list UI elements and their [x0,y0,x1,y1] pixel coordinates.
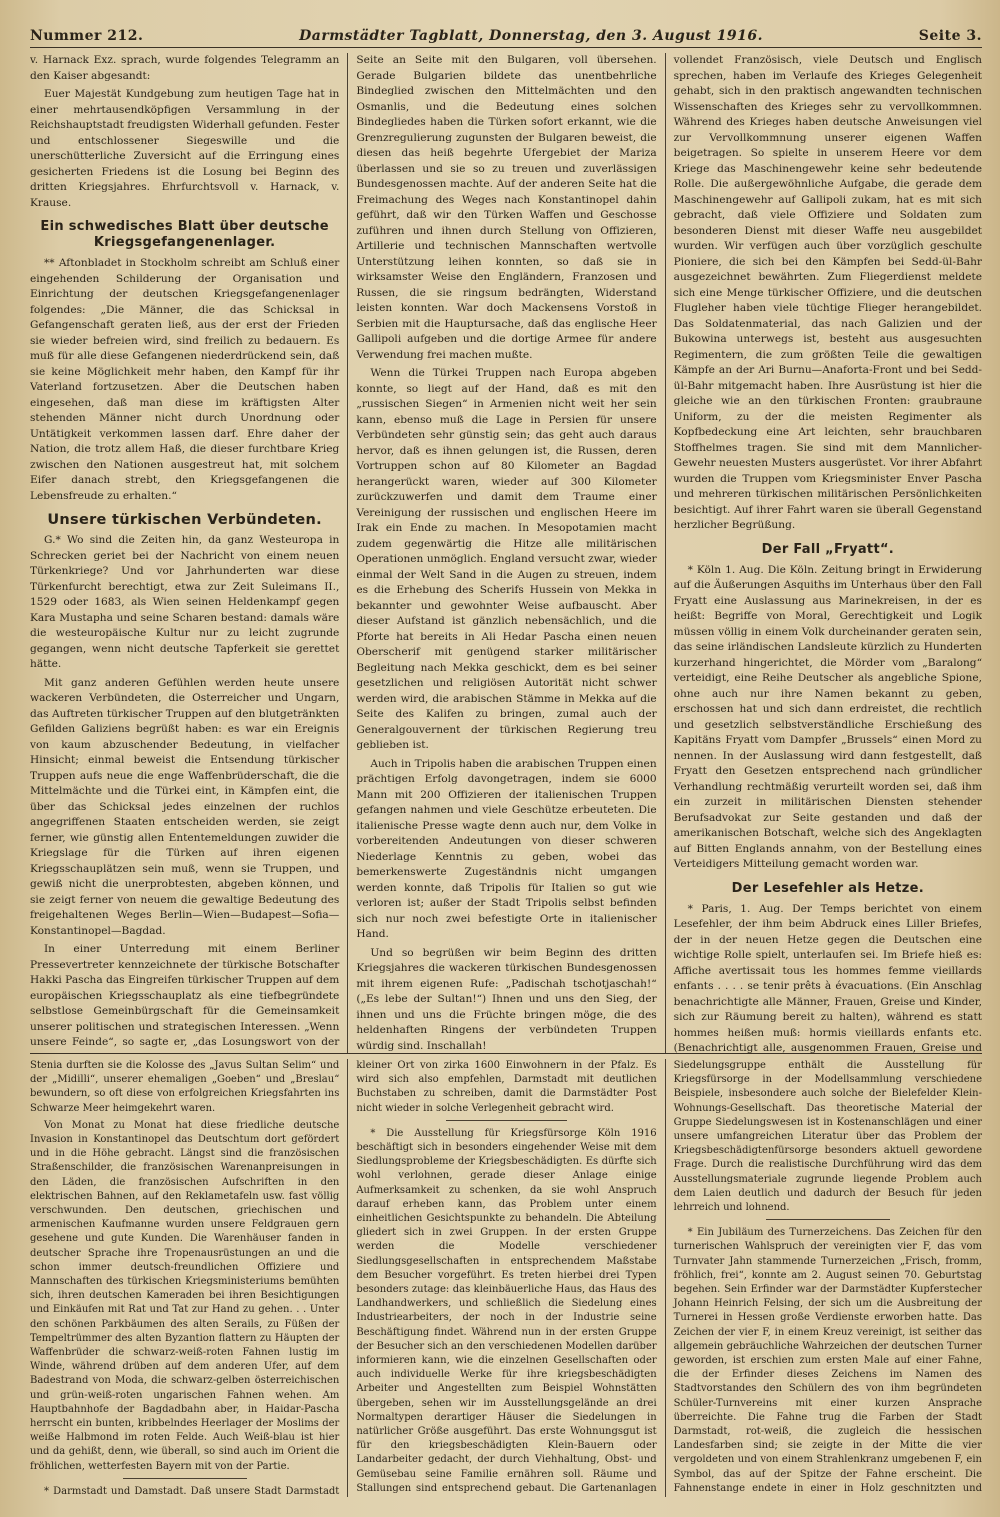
article-paragraph: * Köln 1. Aug. Die Köln. Zeitung bringt in Erwiderung auf die Äußerungen Asquiths im Unterhaus über den Fall Fryatt eine Auslassung aus Marinekreisen, in der es heißt: Begriffe von Moral, Gerechtigkeit und Logik müssen völlig in einem Volk durcheinander geraten sein, das seine irländischen Landsleute kürzlich zu Hunderten kurzerhand hingerichtet, die Mörder vom „Baralong“ verteidigt, eine Reihe Deutscher als angebliche Spione, ohne auch nur ihre Namen bekannt zu geben, erschossen hat und sich dann erdreistet, die rechtlich und gesetzlich selbstverständliche Erschießung des Kapitäns Fryatt vom Dampfer „Brussels“ einen Mord zu nennen. In der Auslassung wird dann festgestellt, daß Fryatt den Gesetzen entsprechend nach gründlicher Verhandlung rechtmäßig verurteilt worden sei, daß ihm ein zurzeit in militärischen Diensten stehender Berufsadvokat zur Seite gestanden und daß der amerikanischen Botschaft, welche sich des Angeklagten auf Bitten Englands annahm, von der Bestellung eines Verteidigers Mitteilung gemacht worden war. [673,563,982,870]
article-paragraph: Auch in Tripolis haben die arabischen Truppen einen prächtigen Erfolg davongetragen, indem sie 6000 Mann mit 200 Offizieren der italienischen Truppen gefangen nahmen und viele Geschütze erbeuteten. Die italienische Presse wagte denn auch nur, dem Volke in vorbereitenden Andeutungen von dieser schweren Niederlage Kenntnis zu geben, wobei das bemerkenswerte Zugeständnis nicht umgangen werden konnte, daß Tripolis für Italien so gut wie verloren ist; außer der Stadt Tripolis selbst befinden sich nur noch zwei befestigte Orte in italienischer Hand. [356,757,657,940]
article-paragraph: Siedelungsgruppe enthält die Ausstellung für Kriegsfürsorge in der Modellsammlung verschiedene Beispiele, insbesondere auch solche der Bielefelder Klein-Wohnungs-Gesellschaft. Das theoretische Material der Gruppe Siedelungswesen ist in Kostenanschlägen und einer unsere umfangreichen Literatur über das Problem der Kriegsbeschädigtenfürsorge besonders aktuell gewordene Frage. Durch die realistische Durchführung wird das dem Ausstellungsmateriale zugrunde liegende Problem auch dem Laien deutlich und dadurch der Besuch für jeden lehrreich und lohnend. [673,1060,982,1214]
article-paragraph: v. Harnack Exz. sprach, wurde folgendes Telegramm an den Kaiser abgesandt: [30,54,340,82]
lower-column-3 [665,1059,982,1497]
article-paragraph: kleiner Ort von zirka 1600 Einwohnern in der Pfalz. Es wird sich also empfehlen, Darmstadt mit deutlichen Buchstaben zu schreiben, damit die Darmstädter Post nicht wieder in solche Verlegenheit gebracht wird. [356,1060,657,1114]
article-paragraph: vollendet Französisch, viele Deutsch und Englisch sprechen, haben im Verlaufe des Krieges Gelegenheit gehabt, sich in den praktisch angewandten technischen Wissenschaften des Krieges sehr zu vervollkommnen. Während des Krieges haben deutsche Anweisungen viel zur Vervollkommnung unserer eigenen Waffen beigetragen. So spielte in unserem Heere vor dem Kriege das Maschinengewehr keine sehr bedeutende Rolle. Die außergewöhnliche Aufgabe, die gerade dem Maschinengewehr auf Gallipoli zukam, hat es mit sich gebracht, daß viele Offiziere und Soldaten zum besonderen Dienst mit dieser Waffe neu ausgebildet wurden. Wir verfügen auch über vorzüglich geschulte Pioniere, die sich bei den Kämpfen bei Sedd-ül-Bahr ausgezeichnet bewährten. Zum Fliegerdienst meldete sich eine Menge türkischer Offiziere, und die deutschen Flugleher haben viele tüchtige Flieger herangebildet. Das Soldatenmaterial, das nach Galizien und der Bukowina unterwegs ist, besteht aus ausgesuchten Regimentern, die zum größten Teile die gewaltigen Kämpfe an der Ari Burnu—Anaforta-Front und bei Sedd-ül-Bahr mitgemacht haben. Ihre Ausrüstung ist hier die gleiche wie an den türkischen Fronten: graubraune Uniform, zu der die meisten Regimenter als Kopfbedeckung eine Art leichten, sehr brauchbaren Stoffhelmes tragen. Sie sind mit dem Mannlicher-Gewehr neuesten Musters ausgerüstet. Vor ihrer Abfahrt wurden die Truppen vom Kriegsminister Enver Pascha und mehreren türkischen militärischen Persönlichkeiten besichtigt. Auf ihrer Fahrt waren sie überall Gegenstand herzlicher Begrüßung. [673,54,982,531]
headline-swedish-paper: Ein schwedisches Blatt über deutsche Kriegsgefangenenlager. [40,219,329,250]
divider [766,1219,889,1220]
article-paragraph: * Darmstadt und Damstadt. Daß unsere Stadt Darmstadt [44,1485,340,1497]
masthead [30,28,982,48]
article-paragraph: Mit ganz anderen Gefühlen werden heute unsere wackeren Verbündeten, die Osterreicher und Ungarn, das Auftreten türkischer Truppen auf den blutgetränkten Gefilden Galiziens begrüßt haben: es war ein Ereignis von kaum abzuschender Bedeutung, in vielfacher Hinsicht; einmal beweist die Entsendung türkischer Truppen aufs neue die enge Waffenbrüderschaft, die die Mittelmächte und die Türkei eint, in Kämpfen eint, die über das Schicksal jedes einzelnen der ruchlos angegriffenen Staaten entscheiden werden, sie zeigt ferner, wie günstig allen Ententemeldungen zuwider die Kriegslage für die Türken auf ihren eigenen Kriegsschauplätzen sein muß, wenn sie Truppen, und gewiß nicht die unerprobtesten, abgeben können, und sie zeigt ferner von neuem die gewaltige Bedeutung des freigehaltenen Weges Berlin—Wien—Budapest—Sofia—Konstantinopel—Bagdad. [30,676,340,937]
column-2 [347,53,664,1053]
headline-reading-error: Der Lesefehler als Hetze. [731,880,925,896]
headline-fryatt-case: Der Fall „Fryatt“. [761,541,895,557]
article-paragraph: Von Monat zu Monat hat diese friedliche deutsche Invasion in Konstantinopel das Deutschtum dort gefördert und in die Höhe gebracht. Längst sind die französischen Straßenschilder, die französischen Warenanpreisungen in den Läden, die französischen Aufschriften in den elektrischen Bahnen, auf den Reklametafeln usw. fast völlig verschwunden. Den deutschen, griechischen und armenischen Kaufmanne wurden unsere Feldgrauen gern gesehene und gute Kunden. Die Warenhäuser fanden in deutscher Sprache ihre Tropenausrüstungen an und die schon immer deutsch-freundlichen Offiziere und Mannschaften des türkischen Kriegsministeriums bemühten sich, ihren deutschen Kameraden bei ihren Besichtigungen und Einkäufen mit Rat und Tat zur Hand zu gehen. . . Unter den schönen Parkbäumen des alten Serails, zu Füßen der Tempeltrümmer des alten Byzantion flattern zu Häupten der Waffenbrüder die schwarz-weiß-roten Fahnen lustig im Winde, während drüben auf dem anderen Ufer, auf dem Badestrand von Moda, die schwarz-gelben österreichischen und grün-weiß-roten ungarischen Fahnen wehen. Am Hauptbahnhofe der Bagdadbahn aber, in Haidar-Pascha herrscht ein bunten, kribbelndes Heerlager der Moslims der weiße Halbmond im roten Felde. Auch Weiß-blau ist hier und da gehißt, denn, wie überall, so sind auch im Orient die fröhlichen, wetterfesten Bayern mit von der Partie. [30,1119,340,1472]
page-number: Seite 3. [918,28,982,44]
article-paragraph: ** Aftonbladet in Stockholm schreibt am Schluß einer eingehenden Schilderung der Organisation und Einrichtung der deutschen Kriegsgefangenenlager folgendes: „Die Männer, die das Schicksal in Gefangenschaft geraten ließ, aus der erst der Frieden sie wieder befreien wird, sind freilich zu bedauern. Es muß für alle diese Gefangenen niederdrückend sein, daß sie keine Möglichkeit mehr haben, den Kampf für ihr Vaterland fortzusetzen. Aber die Deutschen haben eingesehen, daß man diese im kräftigsten Alter stehenden Männer nicht durch Unordnung oder Untätigkeit verkommen lassen darf. Ehre daher der Nation, die trotz allem Haß, die dieser furchtbare Krieg zwischen den Nationen ausgestreut hat, mit solchem Eifer danach strebt, den Kriegsgefangenen die Lebensfreude zu erhalten.“ [30,257,340,502]
issue-number: Nummer 212. [30,28,144,44]
article-paragraph: Und so begrüßen wir beim Beginn des dritten Kriegsjahres die wackeren türkischen Bundesgenossen mit ihrem eigenen Rufe: „Padischah tschotjaschah!“ („Es lebe der Sultan!“) Ihnen und uns den Sieg, der ihnen und uns die Früchte bringen möge, die des heldenhaften Ringens der verbündeten Truppen würdig sind. Inschallah! [356,946,657,1052]
lower-section [30,1059,982,1497]
article-paragraph: Stenia durften sie die Kolosse des „Javus Sultan Selim“ und der „Midilli“, unserer ehemaligen „Goeben“ und „Breslau“ bewundern, so oft diese von erfolgreichen Kriegsfahrten ins Schwarze Meer heimgekehrt waren. [30,1060,340,1114]
divider [123,1478,247,1479]
column-3 [665,53,982,1053]
article-paragraph: Seite an Seite mit den Bulgaren, voll übersehen. Gerade Bulgarien bildete das unentbehrliche Bindeglied zwischen den Mittelmächten und den Osmanlis, und die Bedeutung eines solchen Bindegliedes haben die Türken sofort erkannt, wie die Grenzregulierung zugunsten der Bulgaren beweist, die diesen das heiß begehrte Ufergebiet der Mariza überlassen und sie so zu treuen und zuverlässigen Bundesgenossen machte. Auf der anderen Seite hat die Freimachung des Weges nach Konstantinopel dahin geführt, daß wir den Türken Waffen und Geschosse zuführen und ihnen durch Stellung von Offizieren, Artillerie und technischen Mannschaften wertvolle Unterstützung leihen konnten, so daß sie in wirksamster Weise den Engländern, Franzosen und Russen, die sie ringsum bedrängten, Widerstand leisten konnten. War doch Mackensens Vorstoß in Serbien mit die Hauptursache, daß das englische Heer Gallipoli aufgeben und die dortige Armee für andere Verwendung frei machen mußte. [356,54,657,361]
upper-section [30,53,982,1054]
article-paragraph: Wenn die Türkei Truppen nach Europa abgeben konnte, so liegt auf der Hand, daß es mit den „russischen Siegen“ in Armenien nicht weit her sein kann, ebenso muß die Lage in Persien für unsere Verbündeten sehr günstig sein; das geht auch daraus hervor, daß es ihnen gelungen ist, die Russen, deren Vortruppen schon auf 80 Kilometer an Bagdad herangerückt waren, wieder auf 300 Kilometer zurückzuwerfen und damit dem Traume einer Vereinigung der russischen und englischen Heere im Irak ein Ende zu machen. In Mesopotamien macht zudem gegenwärtig die Hitze alle militärischen Operationen unmöglich. England versucht zwar, wieder einmal der Welt Sand in die Augen zu streuen, indem es die Erhebung des Scherifs Hussein von Mekka in bekannter und gewohnter Weise aufbauscht. Aber dieser Aufstand ist gänzlich nebensächlich, und die Pforte hat bereits in Ali Hedar Pascha einen neuen Oberscherif mit genügend starker militärischer Begleitung nach Mekka geschickt, dem es bei seiner gesetzlichen und religiösen Autorität nicht schwer werden wird, die arabischen Stämme in Mekka auf die Seite des Kalifen zu bringen, zumal auch der Generalgouvernent der türkischen Regierung treu geblieben ist. [356,367,657,751]
article-paragraph: Euer Majestät Kundgebung zum heutigen Tage hat in einer mehrtausendköpfigen Versammlung in der Reichshauptstadt freudigsten Widerhall gefunden. Fester und entschlossener Siegeswille und die unerschütterliche Zuversicht auf die Erringung eines gesicherten Friedens ist die Losung bei Beginn des dritten Kriegsjahres. Ehrfurchtsvoll v. Harnack, v. Krause. [30,88,340,209]
headline-turkish-allies: Unsere türkischen Verbündeten. [47,512,322,528]
article-paragraph: * Ein Jubiläum des Turnerzeichens. Das Zeichen für den turnerischen Wahlspruch der vereinigten vier F, das vom Turnvater Jahn stammende Turnerzeichen „Frisch, fromm, fröhlich, frei“, konnte am 2. August seinen 70. Geburtstag begehen. Sein Erfinder war der Darmstädter Kupferstecher Johann Heinrich Felsing, der sich um die Ausbreitung der Turnerei in Hessen große Verdienste erworben hatte. Das Zeichen der vier F, in einem Kreuz vereinigt, ist seither das allgemein gebräuchliche Wahrzeichen der deutschen Turner geworden, ist erschien zum ersten Male auf einer Fahne, die der Erfinder dieses Zeichens im Namen des Stadtvorstandes den Schülern des von ihm begründeten Schüler-Turnvereins mit einer kurzen Ansprache überreichte. Die Fahne trug die Farben der Stadt Darmstadt, rot-weiß, die zugleich die hessischen Landesfarben sind; sie zeigte in der Mitte die vier vergoldeten und von einem Strahlenkranz umgebenen F, ein Symbol, das auf der Spitze der Fahne erscheint. Die Fahnenstange endete in einer in Holz geschnitzten und [673,1227,982,1494]
newspaper-title: Darmstädter Tagblatt, Donnerstag, den 3. August 1916. [299,28,764,44]
lower-column-2 [347,1059,664,1497]
article-paragraph: * Die Ausstellung für Kriegsfürsorge Köln 1916 beschäftigt sich in besonders eingehender Weise mit dem Siedlungsprobleme der Kriegsbeschädigten. Es dürfte sich wohl verlohnen, gerade dieser Anlage einige Aufmerksamkeit zu schenken, da sie wohl Anspruch darauf erheben kann, das Problem unter einem einheitlichen Gesichtspunkte zu behandeln. Die Abteilung gliedert sich in zwei Gruppen. In der ersten Gruppe werden die Modelle verschiedener Siedlungsgesellschaften in entsprechendem Maßstabe dem Besucher vorgeführt. Es treten hierbei drei Typen besonders zutage: das kleinbäuerliche Haus, das Haus des Landhandwerkers, und schließlich die Siedelung eines Industriearbeiters, der noch in der Industrie seine Beschäftigung findet. Während nun in der ersten Gruppe der Besucher sich an den verschiedenen Modellen darüber informieren kann, wie die einzelnen Gesellschaften oder auch individuelle Werke für ihre kriegsbeschädigten Arbeiter und Angestellten zum Beispiel Wohnstätten übergeben, sehen wir im Ausstellungsgelände an drei Normaltypen derartiger Häuser die Siedelungen in natürlicher Größe ausgeführt. Das erste Wohnungsgut ist für den kriegsbeschädigten Klein-Bauern oder Landarbeiter gedacht, der durch Viehhaltung, Obst- und Gemüsebau seine Familie ernähren soll. Räume und Stallungen sind entsprechend gebaut. Die Gartenanlagen [356,1127,657,1494]
article-paragraph: * Paris, 1. Aug. Der Temps berichtet von einem Lesefehler, der ihm beim Abdruck eines Liller Briefes, der in der neuen Hetze gegen die Deutschen eine wichtige Rolle spielt, unterlaufen sei. Im Briefe hieß es: Affiche avertissait tous les hommes femme vieillards enfants . . . . se tenir prêts à évacuations. (Ein Anschlag benachrichtigte alle Männer, Frauen, Greise und Kinder, sich zur Räumung bereit zu halten), während es statt hommes heißen muß: hormis vieillards enfants etc. (Benachrichtigt alle, ausgenommen Frauen, Greise und [673,902,982,1053]
column-1 [30,53,347,1053]
article-paragraph: G.* Wo sind die Zeiten hin, da ganz Westeuropa in Schrecken geriet bei der Nachricht von einem neuen Türkenkriege? Und vor Jahrhunderten war diese Türkenfurcht berechtigt, etwa zur Zeit Suleimans II., 1529 oder 1683, als Wien seinen Heldenkampf gegen Kara Mustapha und seine Scharen bestand: damals wäre die westeuropäische Kultur nur zu leicht zugrunde gegangen, wenn nicht deutsche Tapferkeit sie gerettet hätte. [30,534,340,670]
divider [446,1120,566,1121]
lower-column-1 [30,1059,347,1497]
article-paragraph: In einer Unterredung mit einem Berliner Pressevertreter kennzeichnete der türkische Botschafter Hakki Pascha das Eingreifen türkischer Truppen auf dem europäischen Kriegsschauplatz als eine tiefbegründete selbstlose Gemeinbürgschaft für die Gemeinsamkeit unserer politischen und strategischen Interessen. „Wenn unsere Feinde“, so sagte er, „das Losungswort von der [30,943,340,1048]
